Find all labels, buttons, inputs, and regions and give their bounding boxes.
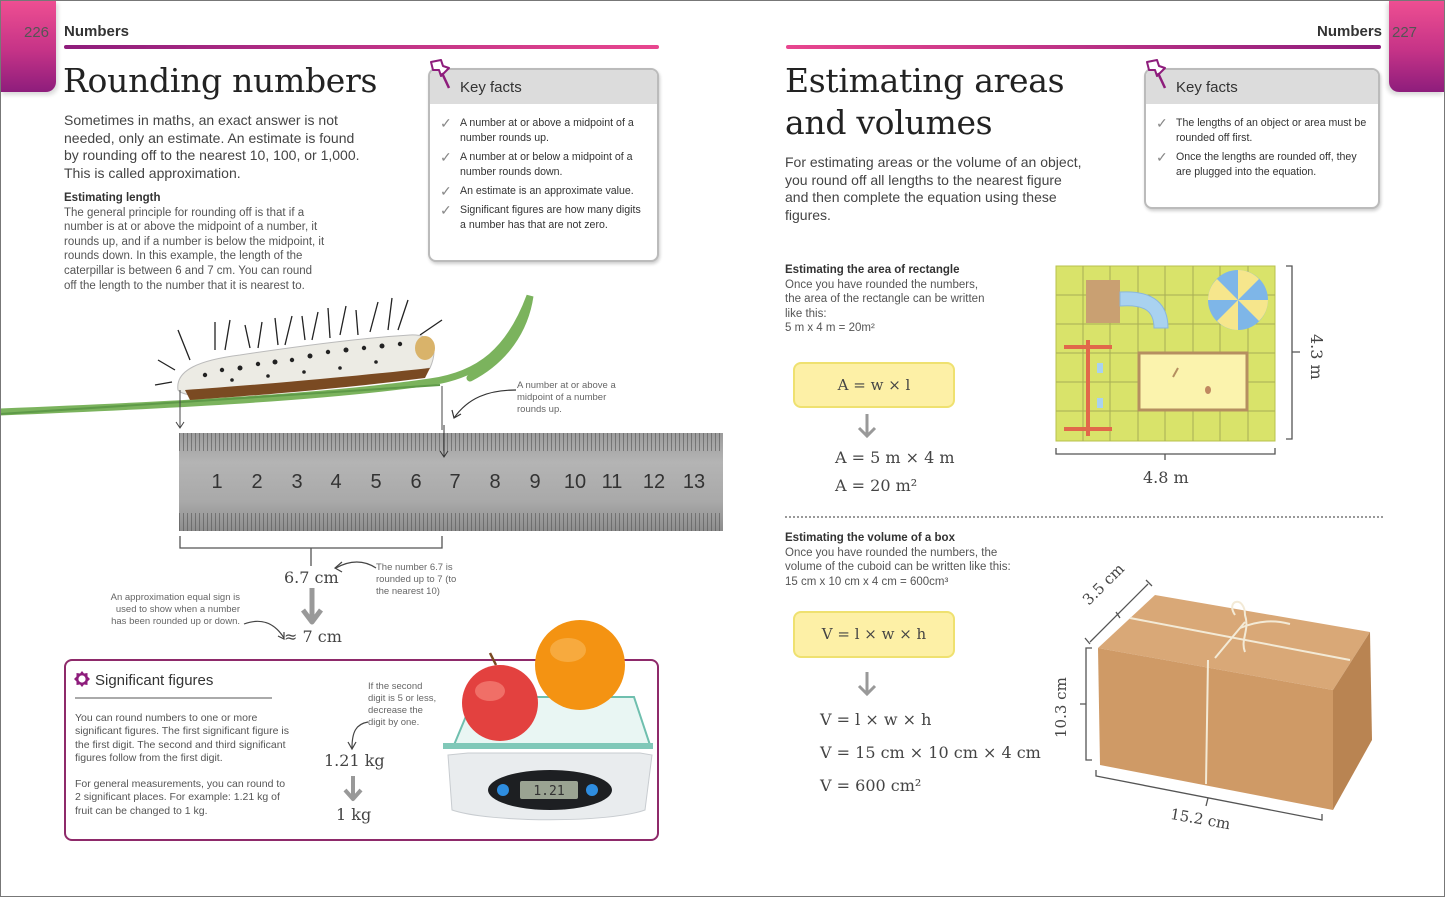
- check-icon: ✓: [1156, 149, 1168, 165]
- key-fact-item: ✓ Once the lengths are rounded off, they are plugged into the equation.: [1156, 149, 1357, 178]
- area-body: Once you have rounded the numbers, the area of the rectangle can be written like this:: [785, 278, 985, 320]
- ruler-ticks-top: [179, 433, 723, 451]
- volume-step2: V = 15 cm × 10 cm × 4 cm: [820, 743, 1041, 762]
- sig-value-after: 1 kg: [336, 805, 372, 824]
- ruler-label: 3: [291, 471, 303, 493]
- pushpin-icon: [427, 58, 457, 92]
- volume-step3: V = 600 cm²: [820, 776, 922, 795]
- ruler-label: 4: [330, 471, 342, 493]
- rounded-value: ≈ 7 cm: [284, 627, 342, 646]
- estimating-length-section: [64, 191, 326, 293]
- ruler-label: 9: [529, 471, 541, 493]
- ruler-label: 7: [449, 471, 461, 493]
- ruler-label: 8: [489, 471, 501, 493]
- volume-body: Once you have rounded the numbers, the volume of the cuboid can be written like this:: [785, 546, 1011, 574]
- page-tab-right: [1389, 0, 1445, 92]
- header-rule-left: [64, 45, 659, 49]
- ruler-label: 5: [370, 471, 382, 493]
- significant-figures-para1: You can round numbers to one or more significant figures. The first significant figure is the first digit. The second and third significant figures follow from the first digit.: [75, 712, 289, 764]
- intro-text-left: Sometimes in maths, an exact answer is not needed, only an estimate. An estimate is found by rounding off to the nearest 10, 100, or 1,000. This is called approximation.: [64, 112, 360, 181]
- key-fact-item: ✓ A number at or above a midpoint of a number rounds up.: [440, 115, 634, 144]
- volume-formula-box: V = l × w × h: [793, 611, 955, 658]
- kitchen-scale-photo: [440, 605, 660, 840]
- down-arrow-icon: [856, 414, 878, 440]
- running-head-right: Numbers: [1317, 23, 1383, 40]
- sig-fig-note: If the second digit is 5 or less, decrease the digit by one.: [368, 681, 437, 728]
- key-facts-box-right: [1144, 68, 1380, 209]
- down-arrow-icon: [438, 425, 450, 461]
- key-fact-item: ✓ The lengths of an object or area must be rounded off first.: [1156, 115, 1367, 144]
- ruler-label: 12: [642, 471, 666, 493]
- estimating-length-body: The general principle for rounding off is that if a number is at or above the midpoint of a number, it rounds up, and if a number is below the midpoint, it rounds down. In this example, the length of the caterpillar is between 6 and 7 cm. You can round off the length to the number that it is nearest to.: [64, 206, 325, 292]
- gear-icon: [73, 670, 91, 688]
- estimating-length-heading: Estimating length: [64, 192, 161, 204]
- approx-note: An approximation equal sign is used to show when a number has been rounded up or down.: [110, 592, 240, 627]
- pushpin-icon: [1143, 58, 1173, 92]
- ruler-label: 2: [251, 471, 263, 493]
- ruler-label: 10: [563, 471, 587, 493]
- key-fact-item: ✓ A number at or below a midpoint of a number rounds down.: [440, 149, 633, 178]
- volume-example: 15 cm x 10 cm x 4 cm = 600cm³: [785, 575, 949, 588]
- area-section: [785, 263, 985, 336]
- box-height-label: 10.3 cm: [1052, 677, 1070, 738]
- playground-plan-diagram: [1050, 260, 1340, 490]
- curved-arrow-icon: [344, 718, 370, 752]
- ruler-label: 11: [601, 471, 623, 493]
- box-depth-label: 3.5 cm: [1079, 559, 1128, 609]
- volume-step1: V = l × w × h: [820, 710, 932, 729]
- page-title-right-line2: and volumes: [785, 103, 993, 142]
- area-formula-box: A = w × l: [793, 362, 955, 408]
- curved-arrow-icon: [448, 384, 520, 424]
- curved-arrow-icon: [242, 614, 288, 644]
- ruler-label: 1: [211, 471, 223, 493]
- key-facts-heading: Key facts: [1146, 70, 1378, 104]
- area-height-label: 4.3 m: [1307, 334, 1326, 380]
- curved-arrow-icon: [330, 556, 378, 576]
- check-icon: ✓: [440, 183, 452, 199]
- key-fact-item: ✓ Significant figures are how many digits a number has that are not zero.: [440, 202, 641, 231]
- key-fact-item: ✓ An estimate is an approximate value.: [440, 183, 634, 199]
- header-rule-right: [786, 45, 1381, 49]
- ruler-label: 13: [682, 471, 706, 493]
- section-divider: [785, 516, 1383, 518]
- area-step1: A = 5 m × 4 m: [835, 448, 955, 467]
- area-width-label: 4.8 m: [1143, 468, 1189, 487]
- area-heading: Estimating the area of rectangle: [785, 264, 960, 276]
- check-icon: ✓: [1156, 115, 1168, 131]
- thick-down-arrow-icon: [342, 776, 364, 802]
- thick-down-arrow-icon: [300, 588, 324, 626]
- box-length-label: 15.2 cm: [1168, 805, 1232, 834]
- area-example: 5 m x 4 m = 20m²: [785, 322, 875, 335]
- intro-text-right: For estimating areas or the volume of an object, you round off all lengths to the nearest figure and then complete the equation using these figures.: [785, 154, 1082, 223]
- key-facts-box-left: [428, 68, 659, 262]
- page-tab-left: [0, 0, 56, 92]
- key-facts-list: [1146, 104, 1378, 180]
- key-facts-heading: Key facts: [430, 70, 657, 104]
- ruler-label: 6: [410, 471, 422, 493]
- midpoint-note: A number at or above a midpoint of a number rounds up.: [517, 380, 616, 415]
- ruler-ticks-bottom: [179, 513, 723, 531]
- page-title-left: Rounding numbers: [63, 61, 378, 100]
- check-icon: ✓: [440, 149, 452, 165]
- page-number-left: 226: [24, 24, 50, 41]
- rounded-note: The number 6.7 is rounded up to 7 (to the nearest 10): [376, 562, 457, 597]
- significant-figures-heading: Significant figures: [95, 672, 214, 689]
- measured-value: 6.7 cm: [284, 568, 339, 587]
- sig-value-before: 1.21 kg: [324, 751, 385, 770]
- area-step2: A = 20 m²: [835, 476, 918, 495]
- page-number-right: 227: [1392, 24, 1418, 41]
- check-icon: ✓: [440, 202, 452, 218]
- page-title-right-line1: Estimating areas: [785, 61, 1065, 100]
- volume-section: [785, 531, 1035, 589]
- running-head-left: Numbers: [64, 23, 130, 40]
- svg-text:1.21: 1.21: [533, 784, 565, 799]
- check-icon: ✓: [440, 115, 452, 131]
- volume-heading: Estimating the volume of a box: [785, 532, 955, 544]
- significant-figures-para2: For general measurements, you can round to 2 significant places. For example: 1.21 kg of fruit can be changed to 1 kg.: [75, 778, 286, 817]
- down-arrow-icon: [856, 672, 878, 698]
- key-facts-list: [430, 104, 657, 233]
- heading-underline: [75, 697, 272, 699]
- ruler-photo: [179, 433, 723, 531]
